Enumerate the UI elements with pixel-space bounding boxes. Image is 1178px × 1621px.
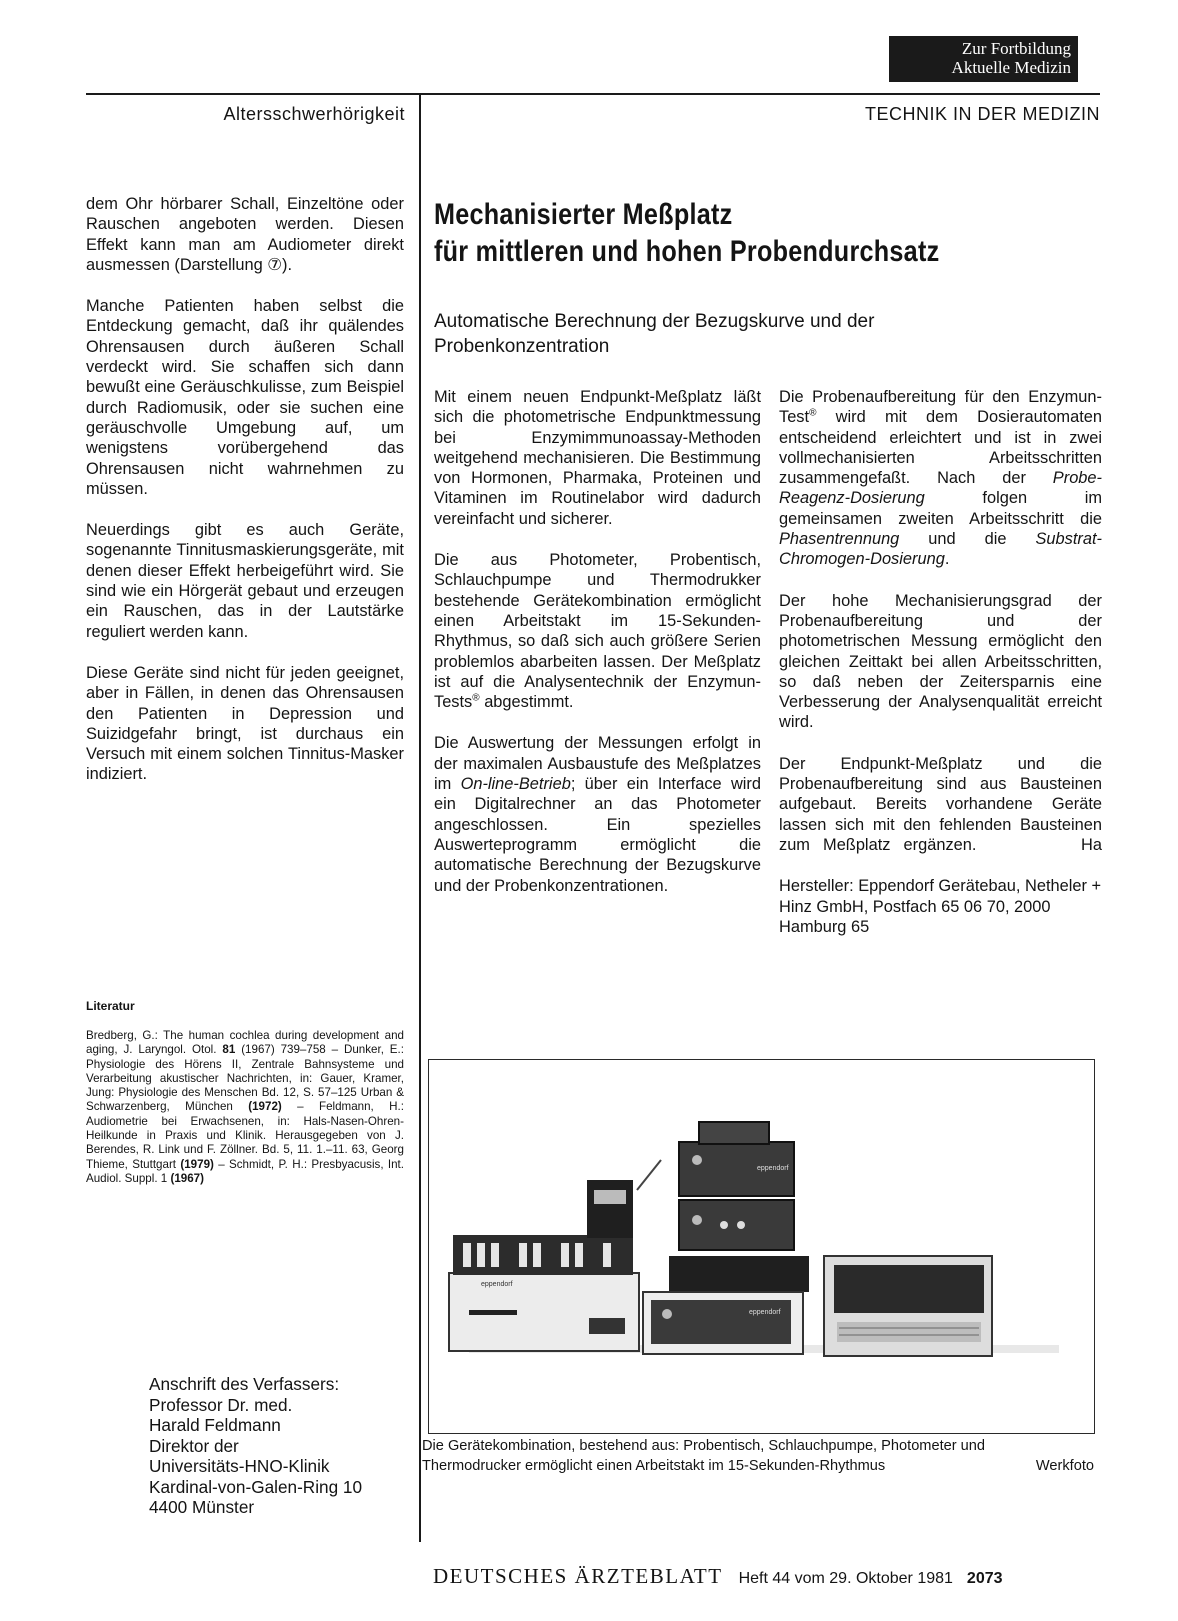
photo-brand-1: eppendorf bbox=[481, 1281, 513, 1288]
page-number: 2073 bbox=[966, 1570, 1003, 1587]
equipment-illustration bbox=[429, 1060, 1094, 1433]
author-initials: Ha bbox=[1081, 835, 1102, 854]
header-rule bbox=[86, 93, 1100, 95]
article-paragraph-1: Mit einem neuen Endpunkt-Meßplatz läßt sich die photometrische Endpunktmessung bei Enzymimmunoassay-Methoden weitgehend mechanisieren. Die Bestimmung von Hormonen, Pharmaka, Proteinen und Vitaminen im Routinelabor wird dadurch vereinfacht und sicherer. bbox=[434, 388, 761, 528]
left-paragraph-1: dem Ohr hörbarer Schall, Einzeltöne oder Rauschen angeboten werden. Diesen Effekt kann man am Audiometer direkt ausmessen (Darstellung ⑦). bbox=[86, 195, 404, 274]
literature-heading: Literatur bbox=[86, 999, 135, 1013]
left-paragraph-3: Neuerdings gibt es auch Geräte, sogenannte Tinnitusmaskierungsgeräte, mit denen dieser Effekt herbeigeführt wird. Sie sind wie ein Hörgerät gebaut und erzeugen ein Rauschen, das in der Lautstärke reguliert werden kann. bbox=[86, 521, 404, 641]
equipment-photo bbox=[428, 1059, 1095, 1434]
article-paragraph-7: Hersteller: Eppendorf Gerätebau, Netheler + Hinz GmbH, Postfach 65 06 70, 2000 Hamburg 65 bbox=[779, 877, 1102, 936]
article-paragraph-3: Die Auswertung der Messungen erfolgt in der maximalen Ausbaustufe des Meßplatzes im On-line-Betrieb; über ein Interface wird ein Digitalrechner an das Photometer angeschlossen. Ein spezielles Auswerteprogramm ermöglicht die automatische Berechnung der Bezugskurve und der Probenkonzentrationen. bbox=[434, 734, 761, 895]
right-topic-label: TECHNIK IN DER MEDIZIN bbox=[864, 104, 1100, 124]
left-paragraph-4: Diese Geräte sind nicht für jeden geeignet, aber in Fällen, in denen das Ohrensausen den Patienten in Depression und Suizidgefahr bringt, ist durchaus ein Versuch mit einem solchen Tinnitus-Masker indiziert. bbox=[86, 663, 404, 784]
literature-references: Bredberg, G.: The human cochlea during development and aging, J. Laryngol. Otol. 81 (1967) 739–758 – Dunker, E.: Physiologie des Hörens II, Zentrale Bahnsysteme und Verarbeitung akustischer Nachrichten, in: Gauer, Kramer, Jung: Physiologie des Menschen Bd. 12, S. 57–125 Urban & Schwarzenberg, München (1972) – Feldmann, H.: Audiometrie bei Erwachsenen, in: Hals-Nasen-Ohren-Heilkunde in Praxis und Klinik. Herausgegeben von J. Berendes, R. Link und F. Zöllner. Bd. 5, 11. 1.–11. 63, Georg Thieme, Stuttgart (1979) – Schmidt, P. H.: Presbyacusis, Int. Audiol. Suppl. 1 (1967) bbox=[86, 1029, 404, 1185]
article-paragraph-6: Der Endpunkt-Meßplatz und die Probenaufbereitung sind aus Bausteinen aufgebaut. Bereits vorhandene Geräte lassen sich mit den fehlenden Bausteinen zum Meßplatz ergänzen. Ha bbox=[779, 754, 1102, 854]
photo-credit: Werkfoto bbox=[1035, 1457, 1094, 1474]
article-paragraph-4: Die Probenaufbereitung für den Enzymun-Test® wird mit dem Dosierautomaten entscheidend erleichtert und ist in zwei vollmechanisierten Arbeitsschritten zusammengefaßt. Nach der Probe-Reagenz-Dosierung folgen im gemeinsamen zweiten Arbeitsschritt die Phasentrennung und die Substrat-Chromogen-Dosierung. bbox=[779, 388, 1102, 569]
article-subheadline: Automatische Berechnung der Bezugskurve und der Probenkonzentration bbox=[434, 311, 875, 357]
left-column bbox=[86, 194, 404, 806]
badge-line-2: Aktuelle Medizin bbox=[951, 58, 1071, 77]
photo-brand-2: eppendorf bbox=[757, 1165, 789, 1172]
caption-line-1: Die Gerätekombination, bestehend aus: Probentisch, Schlauchpumpe, Photometer und bbox=[422, 1438, 986, 1454]
article-headline: Mechanisierter Meßplatz für mittleren und hohen Probendurchsatz bbox=[434, 198, 940, 268]
badge-line-1: Zur Fortbildung bbox=[961, 39, 1071, 58]
article-paragraph-2: Die aus Photometer, Probentisch, Schlauchpumpe und Thermodrukker bestehende Gerätekombination ermöglicht einen Arbeitstakt im 15-Sekunden-Rhythmus, so daß sich auch größere Serien problemlos abarbeiten lassen. Der Meßplatz ist auf die Analysentechnik der Enzymun-Tests® abgestimmt. bbox=[434, 551, 761, 712]
issue-info: Heft 44 vom 29. Oktober 1981 bbox=[738, 1570, 953, 1587]
section-badge bbox=[889, 36, 1078, 82]
page-footer bbox=[433, 1564, 1103, 1589]
left-topic-label: Altersschwerhörigkeit bbox=[223, 104, 405, 124]
author-address: Anschrift des Verfassers: Professor Dr. med. Harald Feldmann Direktor der Universitäts-HNO-Klinik Kardinal-von-Galen-Ring 10 4400 Münster bbox=[149, 1374, 363, 1517]
thermoprinter bbox=[824, 1256, 992, 1356]
caption-line-2: Thermodrucker ermöglicht einen Arbeitstakt im 15-Sekunden-Rhythmus bbox=[422, 1457, 886, 1474]
column-divider bbox=[419, 93, 421, 1542]
left-paragraph-2: Manche Patienten haben selbst die Entdeckung gemacht, daß ihr quälendes Ohrensausen durch äußeren Schall verdeckt wird. Sie schaffen sich dann bewußt eine Geräuschkulisse, zum Beispiel durch Radiomusik, oder sie suchen eine geräuschvolle Umgebung auf, um wenigstens vorübergehend das Ohrensausen nicht wahrnehmen zu müssen. bbox=[86, 297, 404, 498]
article-paragraph-5: Der hohe Mechanisierungsgrad der Probenaufbereitung und der photometrischen Messung ermöglicht den gleichen Zeittakt bei allen Arbeitsschritten, so daß neben der Zeitersparnis eine Verbesserung der Analysenqualität erreicht wird. bbox=[779, 591, 1102, 732]
photo-brand-3: eppendorf bbox=[749, 1309, 781, 1316]
article-column-right bbox=[779, 387, 1102, 958]
photo-caption bbox=[422, 1437, 1094, 1476]
article-column-middle bbox=[434, 387, 761, 917]
journal-name: DEUTSCHES ÄRZTEBLATT bbox=[433, 1564, 723, 1588]
